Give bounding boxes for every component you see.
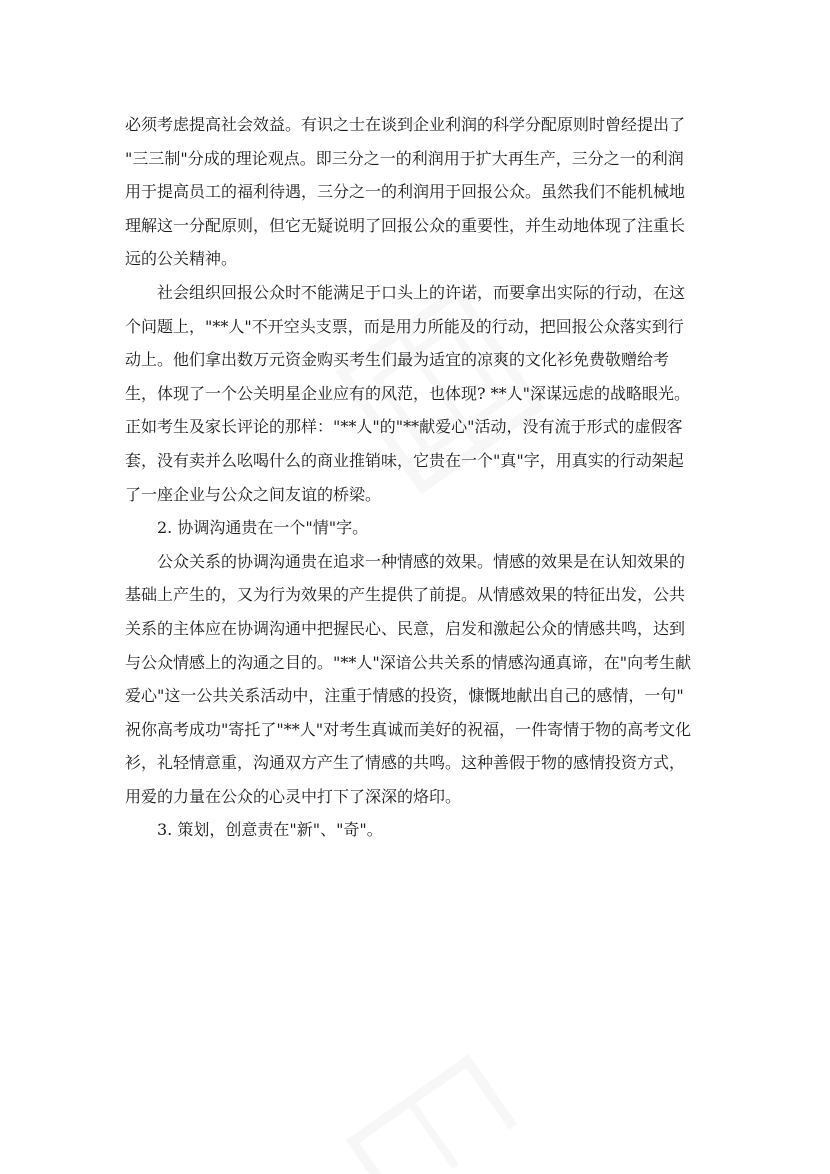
paragraph-line: "三三制"分成的理论观点。即三分之一的利润用于扩大再生产，三分之一的利润 xyxy=(125,148,684,168)
paragraph-line: 生，体现了一个公关明星企业应有的风范，也体现? **人"深谋远虑的战略眼光。 xyxy=(125,383,691,403)
paragraph-line: 爱心"这一公共关系活动中，注重于情感的投资，慷慨地献出自己的感情，一句" xyxy=(125,686,684,706)
paragraph-line: 与公众情感上的沟通之目的。"**人"深谙公共关系的情感沟通真谛，在"向考生献 xyxy=(125,652,692,672)
paragraph-line: 了一座企业与公众之间友谊的桥梁。 xyxy=(125,484,382,504)
paragraph-line: 远的公关精神。 xyxy=(125,249,238,269)
paragraph-line: 公众关系的协调沟通贵在追求一种情感的效果。情感的效果是在认知效果的 xyxy=(157,551,686,571)
document-body xyxy=(125,108,715,847)
section-heading: 2. 协调沟通贵在一个"情"字。 xyxy=(157,518,369,538)
paragraph-line: 用爱的力量在公众的心灵中打下了深深的烙印。 xyxy=(125,786,462,806)
paragraph-line: 理解这一分配原则，但它无疑说明了回报公众的重要性，并生动地体现了注重长 xyxy=(125,215,686,235)
watermark-logo xyxy=(330,1042,529,1174)
paragraph-line: 套，没有卖并么吆喝什么的商业推销味，它贵在一个"真"字，用真实的行动架起 xyxy=(125,450,684,470)
paragraph-line: 动上。他们拿出数万元资金购买考生们最为适宜的凉爽的文化衫免费敬赠给考 xyxy=(125,350,670,370)
paragraph-line: 正如考生及家长评论的那样："**人"的"**献爱心"活动，没有流于形式的虚假客 xyxy=(125,417,683,437)
paragraph-line: 用于提高员工的福利待遇，三分之一的利润用于回报公众。虽然我们不能机械地 xyxy=(125,182,686,202)
paragraph-line: 祝你高考成功"寄托了"**人"对考生真诚而美好的祝福，一件寄情于物的高考文化 xyxy=(125,719,692,739)
paragraph-line: 必须考虑提高社会效益。有识之士在谈到企业利润的科学分配原则时曾经提出了 xyxy=(125,115,686,134)
paragraph-line: 社会组织回报公众时不能满足于口头上的许诺，而要拿出实际的行动，在这 xyxy=(157,282,686,302)
paragraph-line: 关系的主体应在协调沟通中把握民心、民意，启发和激起公众的情感共鸣，达到 xyxy=(125,618,686,638)
paragraph-line: 基础上产生的，又为行为效果的产生提供了前提。从情感效果的特征出发，公共 xyxy=(125,585,686,605)
paragraph-line: 个问题上，"**人"不开空头支票，而是用力所能及的行动，把回报公众落实到行 xyxy=(125,316,684,336)
paragraph-line: 衫，礼轻情意重，沟通双方产生了情感的共鸣。这种善假于物的感情投资方式， xyxy=(125,753,686,773)
section-heading: 3. 策划，创意责在"新"、"奇"。 xyxy=(157,820,383,840)
